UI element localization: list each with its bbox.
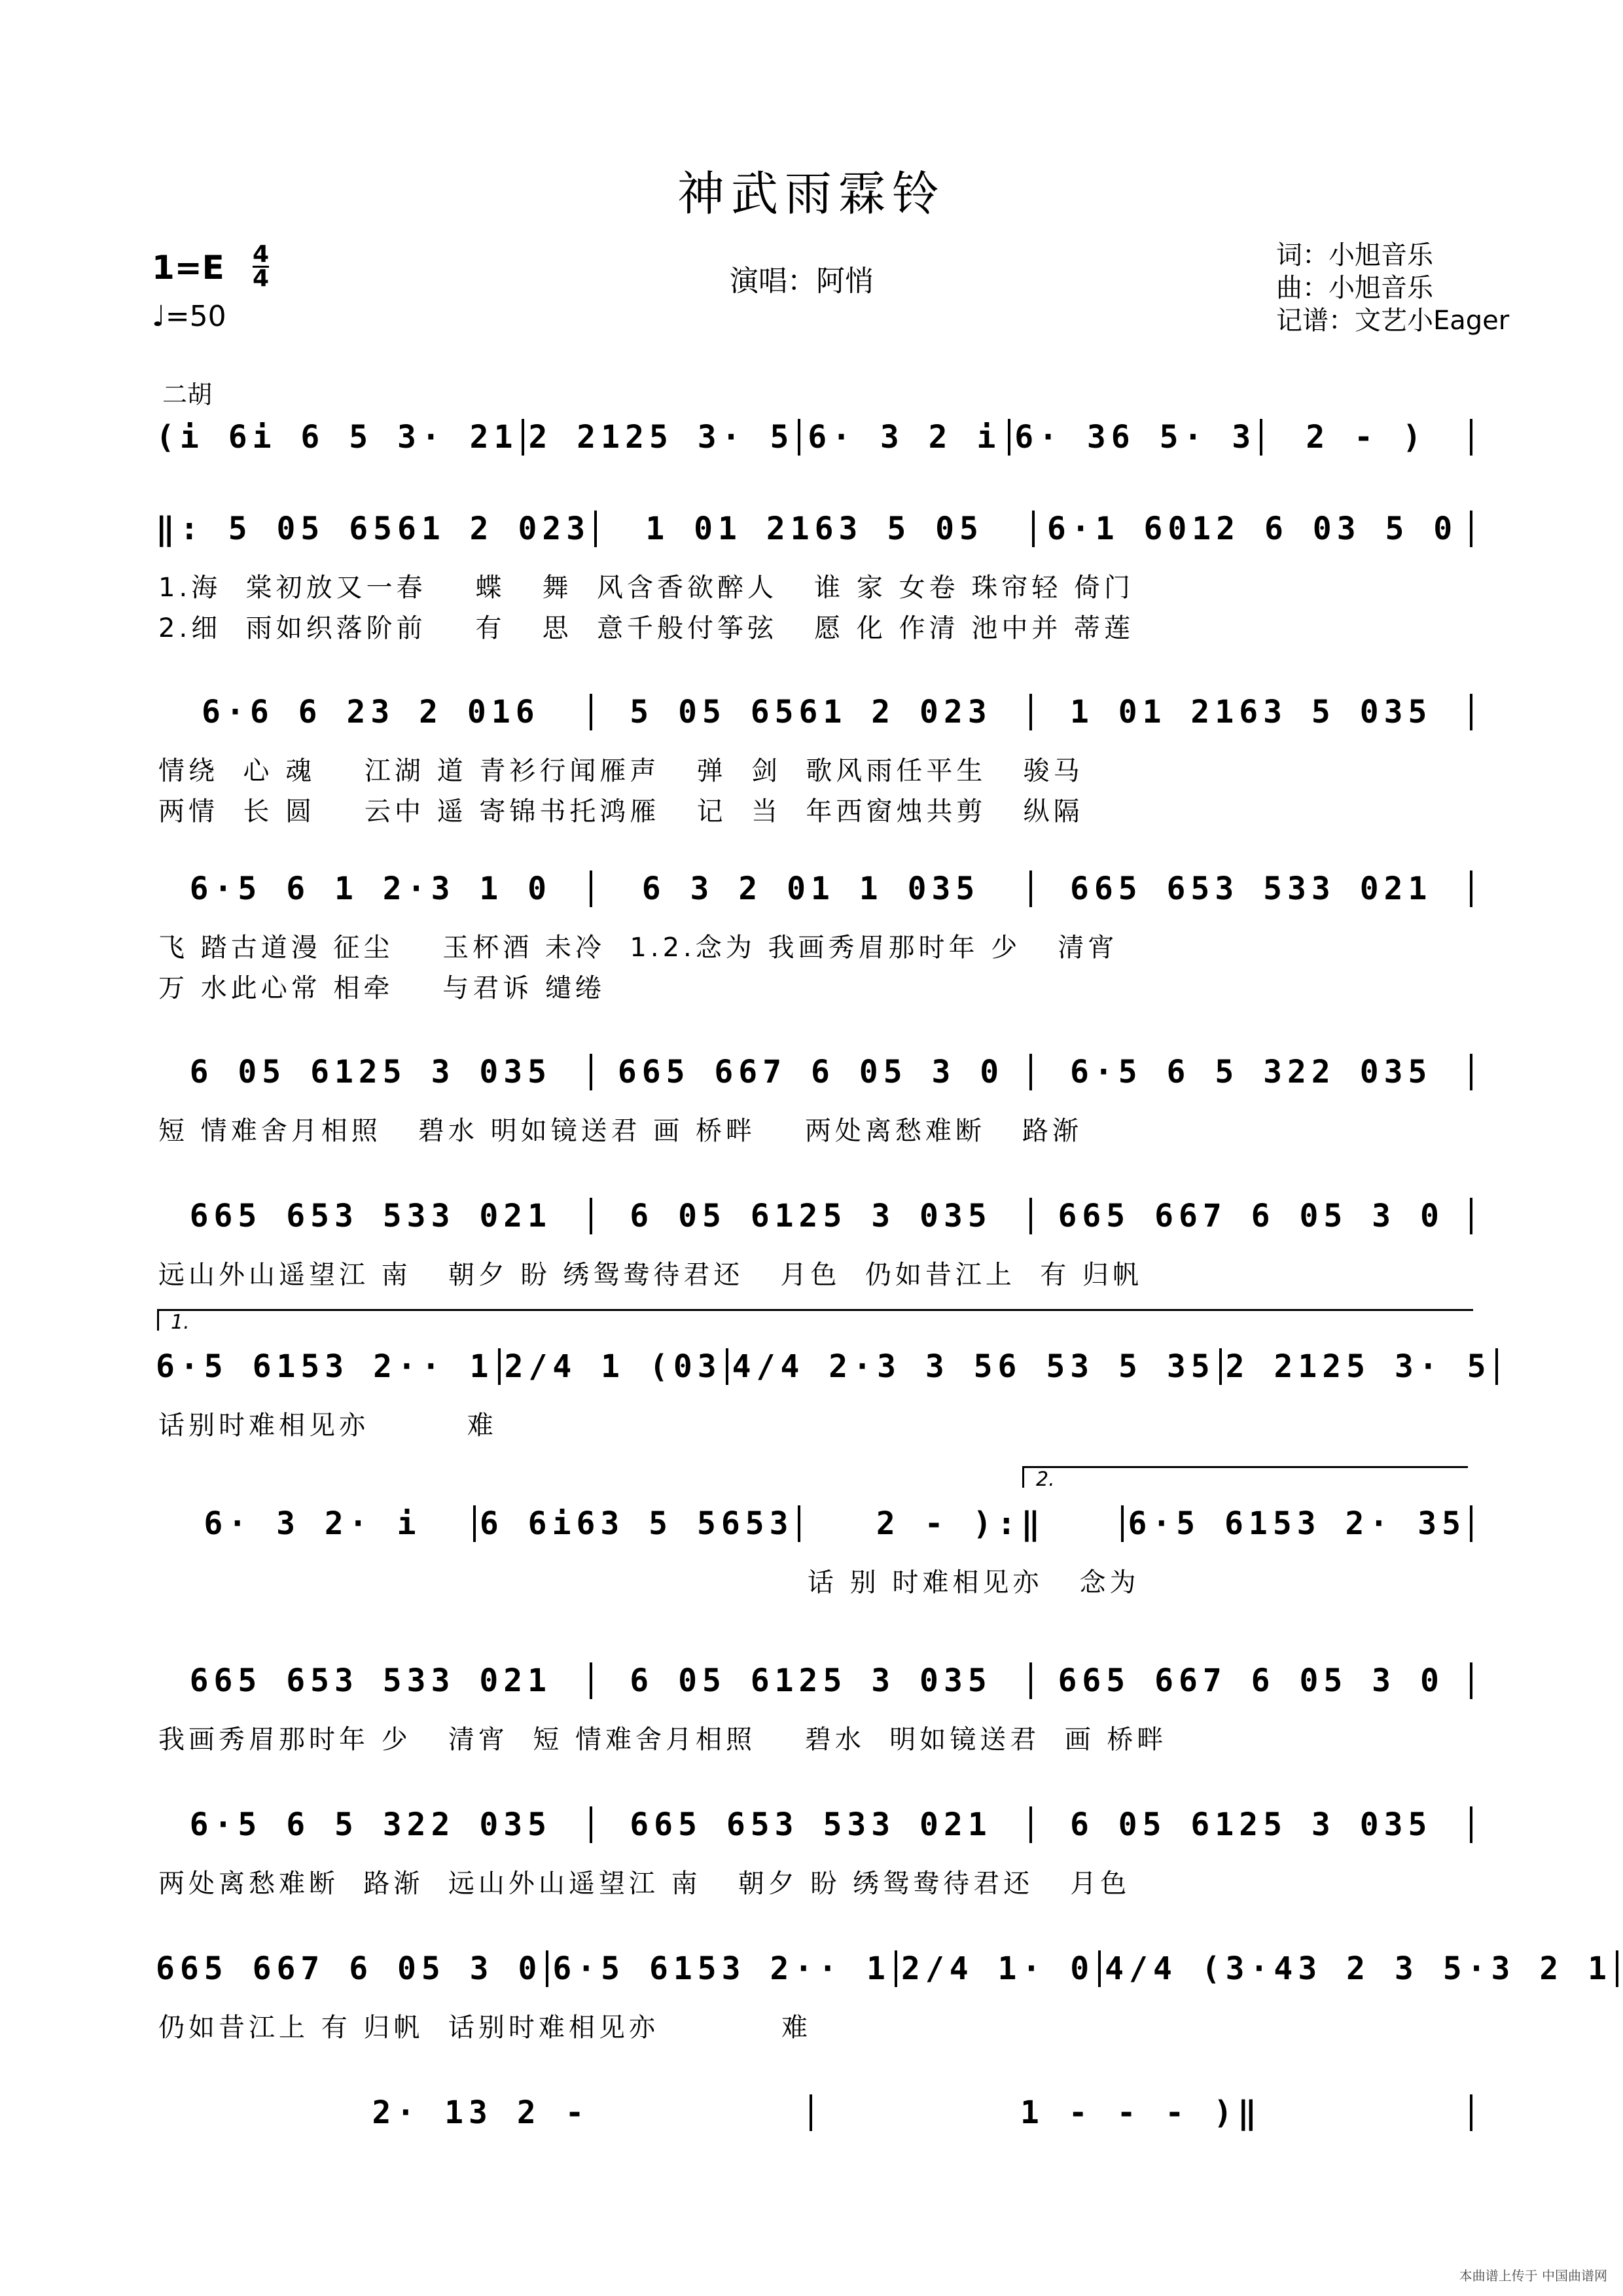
measure: 6 05 6125 3 035	[152, 1054, 592, 1090]
tempo-marking: ♩=50	[152, 300, 226, 333]
measure: 4/4 (3·43 2 3 5·3 2 1	[1101, 1950, 1618, 1987]
measure: 665 667 6 05 3 0	[1032, 1662, 1472, 1699]
lyricist-credit: 词：小旭音乐	[1276, 240, 1433, 270]
measure: 6·5 6 5 322 035	[1032, 1054, 1472, 1090]
score-line	[152, 694, 1472, 870]
measure: 2/4 1 (03	[501, 1348, 728, 1385]
lyrics-verse-1: 话别时难相见亦 难	[158, 1410, 497, 1441]
time-signature-top: 4	[253, 241, 270, 268]
time-signature-bottom: 4	[253, 265, 270, 292]
measure: (i 6i 6 5 3· 21	[152, 419, 524, 456]
lyrics-verse-1: 两处离愁难断 路渐 远山外山遥望江 南 朝夕 盼 绣鸳鸯待君还 月色	[158, 1869, 1131, 1899]
lyrics-verse-1: 短 情难舍月相照 碧水 明如镜送君 画 桥畔 两处离愁难断 路渐	[158, 1116, 1083, 1146]
measure: 6 6i63 5 5653	[476, 1505, 800, 1542]
instrument-label: 二胡	[162, 380, 213, 409]
lyrics-verse-1: 话 别 时难相见亦 念为	[158, 1568, 1140, 1598]
measure: 6·1 6012 6 03 5 0	[1035, 511, 1472, 547]
measure: ‖: 5 05 6561 2 023	[152, 511, 597, 547]
measure: 6· 36 5· 3	[1010, 419, 1262, 456]
measure: 665 653 533 021	[152, 1662, 592, 1699]
volta-bracket: 1.	[157, 1309, 1473, 1331]
notes-row	[152, 511, 1472, 547]
lyrics-verse-1: 远山外山遥望江 南 朝夕 盼 绣鸳鸯待君还 月色 仍如昔江上 有 归帆	[158, 1260, 1143, 1290]
score-line	[152, 511, 1472, 687]
notes-row	[152, 1198, 1472, 1234]
measure: 665 667 6 05 3 0	[152, 1950, 548, 1987]
measure: 2· 13 2 -	[152, 2094, 812, 2131]
volta-bracket: 2.	[1022, 1466, 1468, 1488]
composer-credit: 曲：小旭音乐	[1276, 273, 1433, 303]
notes-row	[152, 1806, 1472, 1843]
measure: 1 01 2163 5 05	[597, 511, 1035, 547]
notes-row	[152, 2094, 1472, 2131]
measure: 6· 3 2· i	[152, 1505, 476, 1542]
measure: 665 667 6 05 3 0	[1032, 1198, 1472, 1234]
notes-row	[152, 1662, 1472, 1699]
notes-row	[152, 419, 1472, 456]
notes-row	[152, 1054, 1472, 1090]
lyrics-verse-1: 飞 踏古道漫 征尘 玉杯酒 未冷 1.2.念为 我画秀眉那时年 少 清宵	[158, 933, 1118, 963]
measure: 665 667 6 05 3 0	[592, 1054, 1033, 1090]
lyrics-verse-2: 万 水此心常 相牵 与君诉 缱绻	[158, 973, 606, 1003]
measure: 665 653 533 021	[592, 1806, 1033, 1843]
score-line	[152, 1311, 1491, 1525]
notes-row	[152, 694, 1472, 730]
measure: 6 05 6125 3 035	[592, 1198, 1033, 1234]
notes-row	[152, 1505, 1472, 1542]
measure: 6 05 6125 3 035	[592, 1662, 1033, 1699]
time-signature	[253, 243, 269, 290]
score-line	[152, 1468, 1472, 1682]
score-line	[152, 2094, 1472, 2271]
singer-credit: 演唱：阿悄	[730, 264, 874, 298]
measure: 1 - - - )‖	[812, 2094, 1472, 2131]
lyrics-verse-1: 我画秀眉那时年 少 清宵 短 情难舍月相照 碧水 明如镜送君 画 桥畔	[158, 1725, 1168, 1755]
measure: 6 05 6125 3 035	[1032, 1806, 1472, 1843]
measure: 2 - )	[1262, 419, 1472, 456]
measure: 2 2125 3· 5	[524, 419, 800, 456]
measure: 665 653 533 021	[152, 1198, 592, 1234]
measure: 1 01 2163 5 035	[1032, 694, 1472, 730]
lyrics-verse-2: 2.细 雨如织落阶前 有 思 意千般付筝弦 愿 化 作清 池中并 蒂莲	[158, 613, 1135, 643]
measure: 6·5 6153 2·· 1	[548, 1950, 897, 1987]
lyrics-verse-1: 仍如昔江上 有 归帆 话别时难相见亦 难	[158, 2013, 812, 2043]
notes-row	[152, 870, 1472, 907]
measure: 6·5 6 5 322 035	[152, 1806, 592, 1843]
lyrics-verse-2: 两情 长 圆 云中 遥 寄锦书托鸿雁 记 当 年西窗烛共剪 纵隔	[158, 797, 1084, 827]
measure: 665 653 533 021	[1032, 870, 1472, 907]
lyrics-verse-1: 1.海 棠初放又一春 蝶 舞 风含香欲醉人 谁 家 女卷 珠帘轻 倚门	[158, 573, 1135, 603]
transcriber-credit: 记谱：文艺小Eager	[1276, 306, 1510, 336]
page-title: 神武雨霖铃	[677, 166, 946, 221]
measure: 2 2125 3· 5	[1222, 1348, 1498, 1385]
measure: 5 05 6561 2 023	[592, 694, 1033, 730]
notes-row	[152, 1950, 1613, 1987]
measure: 2 - ):‖	[800, 1505, 1124, 1542]
measure: 6·5 6153 2·· 1	[152, 1348, 501, 1385]
notes-row	[152, 1348, 1491, 1385]
measure: 6·6 6 23 2 016	[152, 694, 592, 730]
measure: 6·5 6153 2· 35	[1124, 1505, 1472, 1542]
measure: 4/4 2·3 3 56 53 5 35	[728, 1348, 1222, 1385]
measure: 6·5 6 1 2·3 1 0	[152, 870, 592, 907]
lyrics-verse-1: 情绕 心 魂 江湖 道 青衫行闻雁声 弹 剑 歌风雨任平生 骏马	[158, 756, 1084, 786]
measure: 2/4 1· 0	[897, 1950, 1101, 1987]
score-line	[152, 870, 1472, 1047]
measure: 6· 3 2 i	[800, 419, 1010, 456]
measure: 6 3 2 01 1 035	[592, 870, 1033, 907]
key-signature: 1=E	[152, 249, 224, 287]
footer-watermark: 本曲谱上传于 中国曲谱网	[1459, 2268, 1607, 2284]
